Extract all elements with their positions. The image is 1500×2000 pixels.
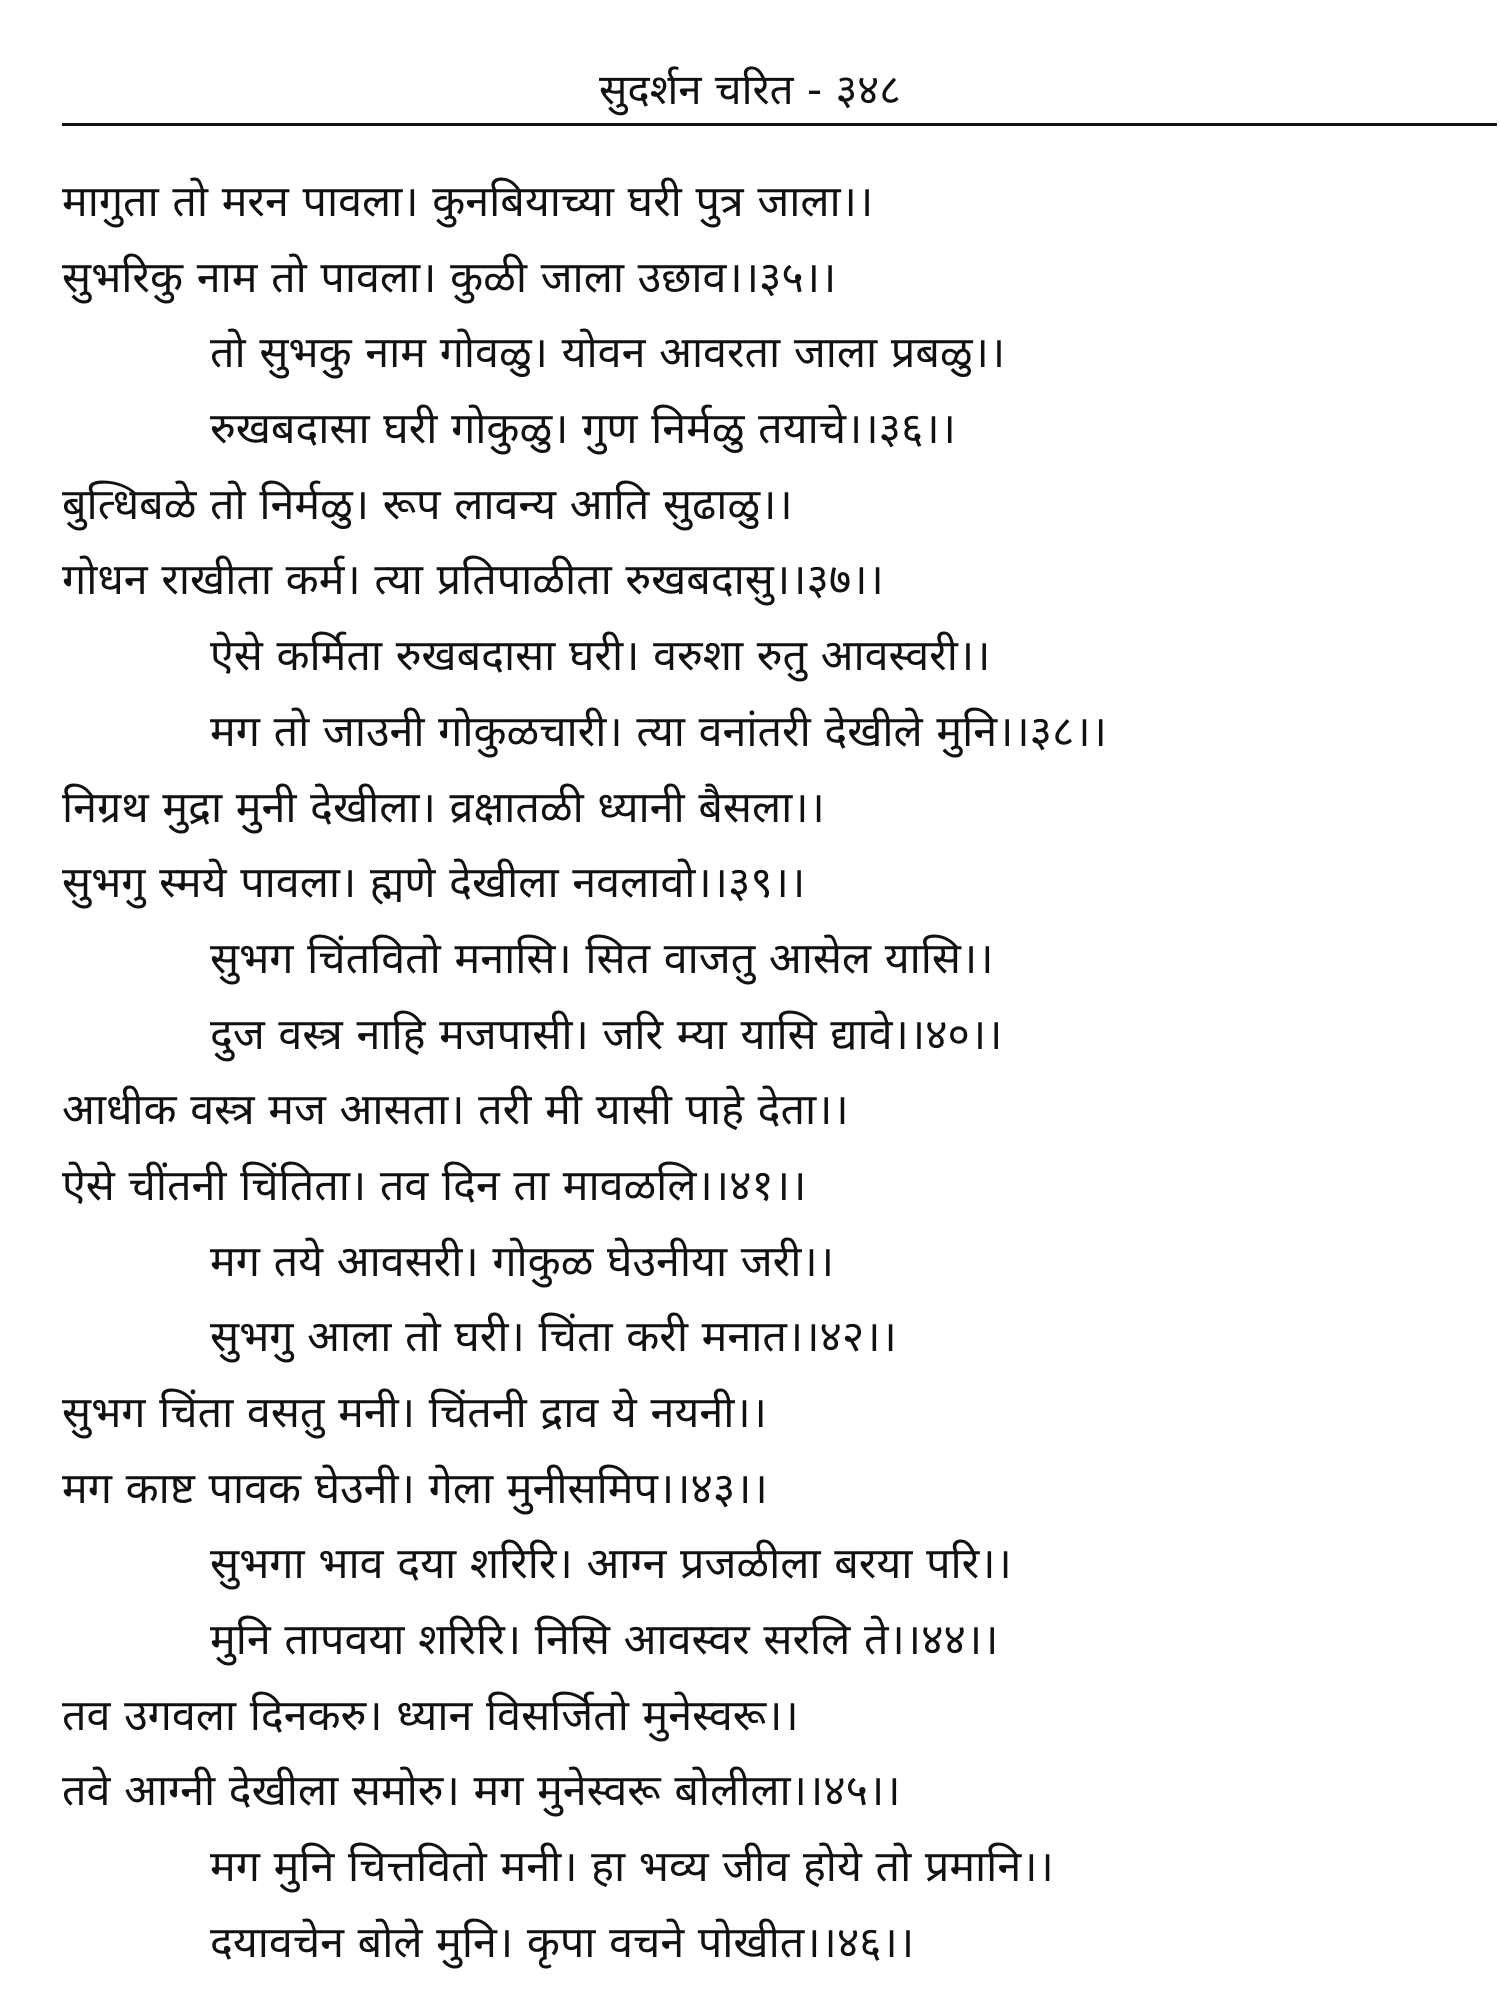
- verse-line: दुज वस्त्र नाहि मजपासी। जरि म्या यासि द्यावे।।४०।।: [210, 1009, 1003, 1060]
- verse-line: सुभग चिंता वसतु मनी। चिंतनी द्राव ये नयनी।।: [62, 1388, 767, 1438]
- verse-line: ऐसे कर्मिता रुखबदासा घरी। वरुशा रुतु आवस्वरी।।: [210, 631, 991, 682]
- header-divider: [62, 123, 1497, 126]
- verse-line: सुभगा भाव दया शरिरि। आग्न प्रजळीला बरया परि।।: [210, 1539, 1012, 1590]
- verse-body: [0, 165, 1500, 1982]
- verse-line: तव उगवला दिनकरु। ध्यान विसर्जितो मुनेस्वरू।।: [62, 1690, 799, 1741]
- page-header-title: सुदर्शन चरित - ३४८: [599, 65, 901, 114]
- verse-line: सुभगु स्मये पावला। ह्मणे देखीला नवलावो।।३९।।: [62, 858, 806, 909]
- verse-line: तो सुभकु नाम गोवळु। योवन आवरता जाला प्रबळु।।: [210, 328, 1006, 379]
- verse-line: रुखबदासा घरी गोकुळु। गुण निर्मळु तयाचे।।३६।।: [210, 404, 956, 455]
- verse-line: मग मुनि चित्तवितो मनी। हा भव्य जीव होये तो प्रमानि।।: [210, 1842, 1054, 1893]
- verse-line: मुनि तापवया शरिरि। निसि आवस्वर सरलि ते।।४४।।: [210, 1615, 999, 1666]
- verse-line: दयावचेन बोले मुनि। कृपा वचने पोखीत।।४६।।: [210, 1917, 915, 1968]
- verse-line: ऐसे चींतनी चिंतिता। तव दिन ता मावळलि।।४१।।: [62, 1160, 807, 1211]
- verse-line: मग तये आवसरी। गोकुळ घेउनीया जरी।।: [210, 1236, 834, 1287]
- verse-line: गोधन राखीता कर्म। त्या प्रतिपाळीता रुखबदासु।।३७।।: [62, 555, 884, 606]
- verse-line: सुभग चिंतवितो मनासि। सित वाजतु आसेल यासि।।: [210, 933, 994, 984]
- verse-line: आधीक वस्त्र मज आसता। तरी मी यासी पाहे देता।।: [62, 1085, 849, 1136]
- verse-line: सुभरिकु नाम तो पावला। कुळी जाला उछाव।।३५।।: [62, 252, 837, 303]
- verse-line: मग तो जाउनी गोकुळचारी। त्या वनांतरी देखीले मुनि।।३८।।: [210, 706, 1107, 757]
- verse-line: निग्रथ मुद्रा मुनी देखीला। व्रक्षातळी ध्यानी बैसला।।: [62, 782, 825, 833]
- verse-line: मग काष्ट पावक घेउनी। गेला मुनीसमिप।।४३।।: [62, 1463, 768, 1514]
- verse-line: बुत्धिबळे तो निर्मळु। रूप लावन्य आति सुढाळु।।: [62, 479, 793, 530]
- verse-line: मागुता तो मरन पावला। कुनबियाच्या घरी पुत्र जाला।।: [62, 177, 874, 227]
- page-header: [0, 62, 1500, 118]
- verse-line: सुभगु आला तो घरी। चिंता करी मनात।।४२।।: [210, 1312, 897, 1363]
- verse-line: तवे आग्नी देखीला समोरु। मग मुनेस्वरू बोलीला।।४५।।: [62, 1766, 901, 1817]
